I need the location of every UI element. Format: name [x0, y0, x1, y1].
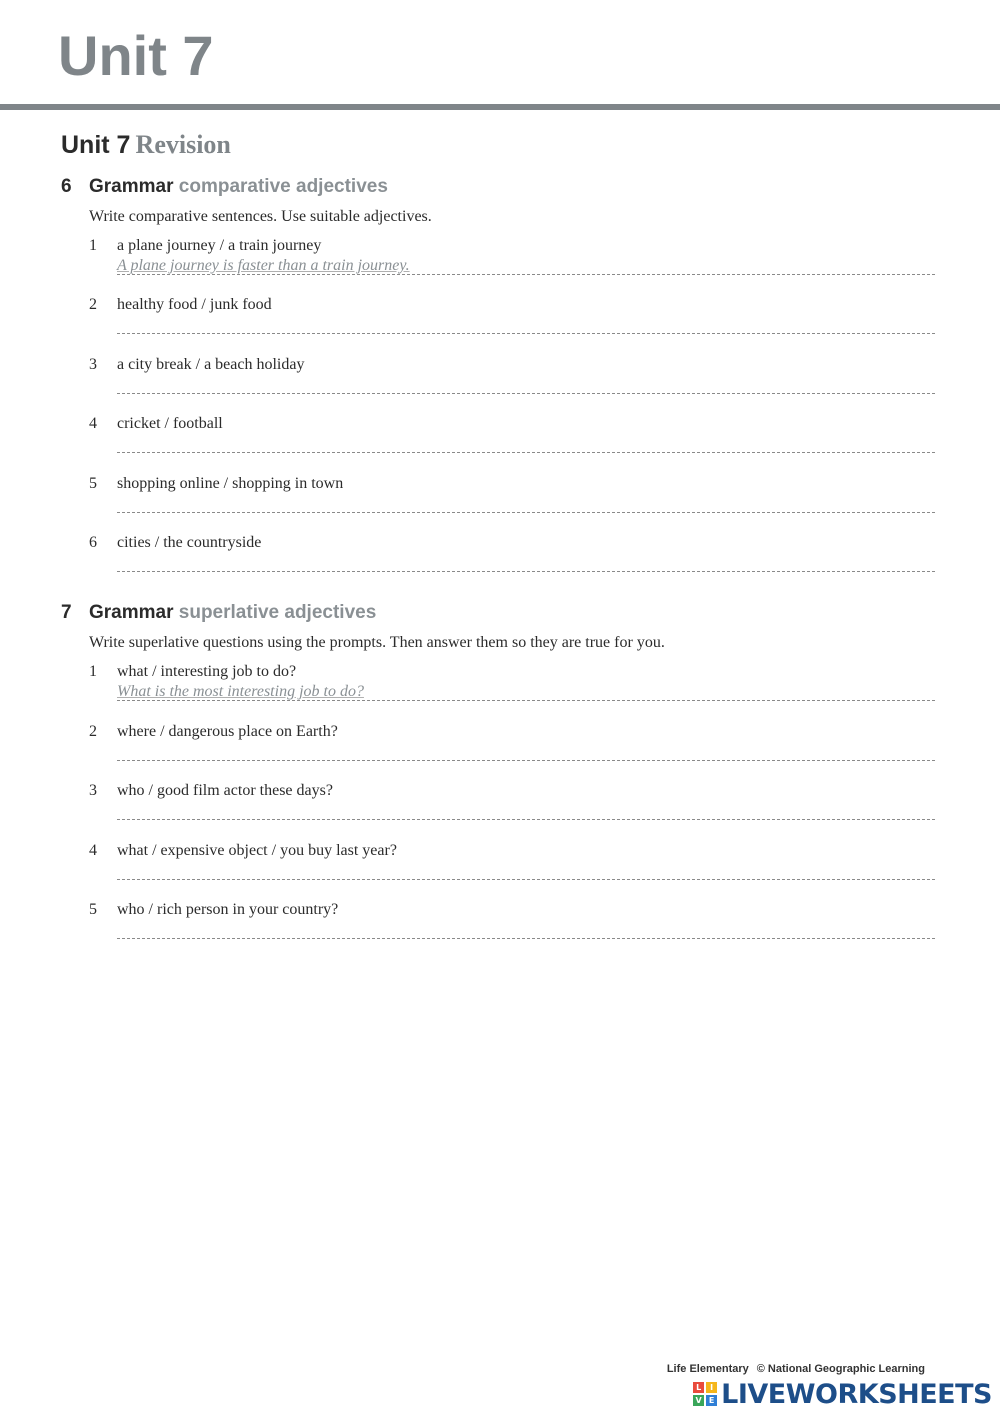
item-prompt: healthy food / junk food [117, 296, 272, 313]
exercise-7-item [89, 902, 935, 952]
example-answer: A plane journey is faster than a train journey. [117, 257, 410, 274]
item-prompt: a plane journey / a train journey [117, 237, 322, 254]
item-prompt: cricket / football [117, 415, 223, 432]
exercise-7-instruction: Write superlative questions using the prompts. Then answer them so they are true for you. [89, 634, 665, 651]
exercise-7-heading [61, 603, 376, 622]
answer-line[interactable] [117, 700, 935, 701]
answer-line[interactable] [117, 879, 935, 880]
liveworksheets-wordmark: LIVEWORKSHEETS [721, 1378, 992, 1410]
item-prompt: a city break / a beach holiday [117, 356, 305, 373]
exercise-number: 6 [61, 176, 72, 197]
item-number: 3 [89, 782, 97, 799]
exercise-label: Grammar [89, 602, 174, 623]
item-number: 4 [89, 415, 97, 432]
item-prompt: what / expensive object / you buy last year? [117, 842, 397, 859]
item-number: 3 [89, 356, 97, 373]
answer-line[interactable] [117, 571, 935, 572]
footer-credit [667, 1364, 925, 1375]
example-answer: What is the most interesting job to do? [117, 683, 364, 700]
answer-line[interactable] [117, 760, 935, 761]
logo-tile: V [693, 1395, 704, 1406]
exercise-label: Grammar [89, 176, 174, 197]
answer-line[interactable] [117, 938, 935, 939]
page-subtitle [61, 132, 231, 158]
exercise-6-item [89, 357, 935, 407]
item-prompt: who / good film actor these days? [117, 782, 333, 799]
item-number: 2 [89, 296, 97, 313]
liveworksheets-logo[interactable] [693, 1379, 992, 1409]
exercise-topic: superlative adjectives [178, 602, 377, 623]
item-number: 2 [89, 723, 97, 740]
item-number: 1 [89, 237, 97, 254]
item-prompt: who / rich person in your country? [117, 901, 339, 918]
exercise-6-item [89, 416, 935, 466]
subtitle-section: Revision [135, 130, 231, 159]
exercise-6-item [89, 476, 935, 526]
logo-tile: I [706, 1382, 717, 1393]
item-prompt: shopping online / shopping in town [117, 475, 344, 492]
footer-copyright: © National Geographic Learning [756, 1363, 925, 1375]
exercise-6-heading [61, 177, 388, 196]
subtitle-unit: Unit 7 [61, 131, 131, 159]
logo-tile: L [693, 1382, 704, 1393]
item-prompt: cities / the countryside [117, 534, 262, 551]
exercise-6-instruction: Write comparative sentences. Use suitable adjectives. [89, 208, 432, 225]
item-number: 5 [89, 901, 97, 918]
header-divider [0, 104, 1000, 110]
exercise-number: 7 [61, 602, 72, 623]
answer-line[interactable] [117, 333, 935, 334]
exercise-6-item [89, 535, 935, 585]
exercise-7-item [89, 843, 935, 893]
exercise-6-item [89, 238, 935, 288]
logo-tile: E [706, 1395, 717, 1406]
item-number: 1 [89, 663, 97, 680]
answer-line[interactable] [117, 819, 935, 820]
liveworksheets-icon [693, 1382, 717, 1406]
footer-book-title: Life Elementary [666, 1363, 749, 1375]
exercise-7-item [89, 664, 935, 714]
answer-line[interactable] [117, 452, 935, 453]
exercise-7-item [89, 724, 935, 774]
item-prompt: what / interesting job to do? [117, 663, 297, 680]
item-number: 4 [89, 842, 97, 859]
item-number: 5 [89, 475, 97, 492]
answer-line[interactable] [117, 512, 935, 513]
item-prompt: where / dangerous place on Earth? [117, 723, 338, 740]
exercise-6-item [89, 297, 935, 347]
answer-line[interactable] [117, 393, 935, 394]
unit-header-title: Unit 7 [58, 24, 214, 87]
answer-line[interactable] [117, 274, 935, 275]
item-number: 6 [89, 534, 97, 551]
exercise-7-item [89, 783, 935, 833]
exercise-topic: comparative adjectives [178, 176, 388, 197]
